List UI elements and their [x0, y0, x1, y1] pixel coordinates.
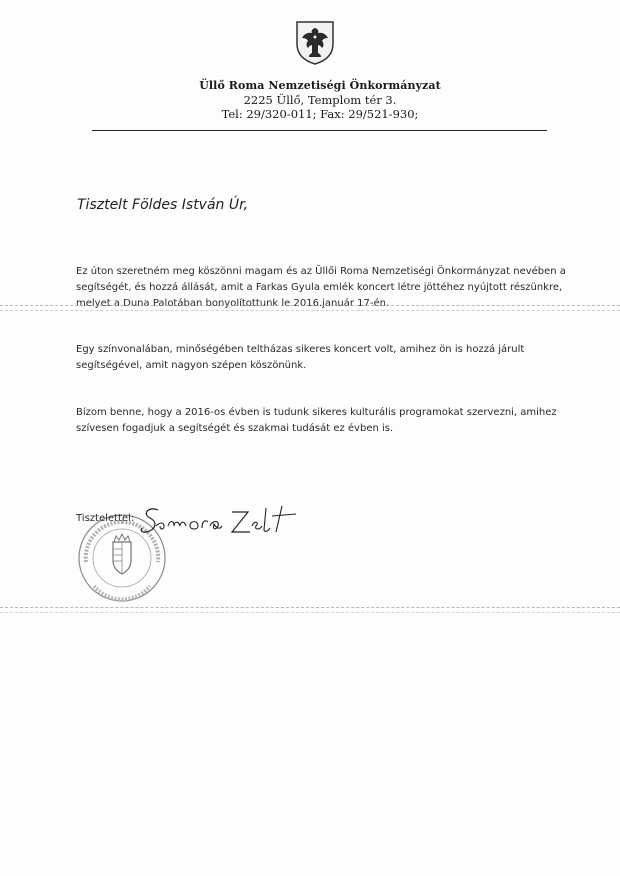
letter-salutation: Tisztelt Földes István Úr, — [77, 197, 249, 213]
paragraph-1-line: melyet a Duna Palotában bonyolítottunk le 2016.január 17-én. — [76, 298, 390, 309]
letter-closing: Tisztelettel: — [76, 513, 135, 524]
scan-artifact-line — [0, 305, 620, 306]
paragraph-2-line: Egy színvonalában, minőségében teltházas sikeres koncert volt, amihez ön is hozzá járult — [76, 344, 525, 355]
paragraph-3-line: Bízom benne, hogy a 2016-os évben is tudunk sikeres kulturális programokat szervezni, amihez — [76, 407, 557, 418]
scan-artifact-line — [0, 310, 620, 311]
paragraph-3 — [76, 405, 557, 437]
handwritten-signature — [136, 500, 316, 540]
paragraph-2-line: segítségével, amit nagyon szépen köszönünk. — [76, 360, 307, 371]
organization-name: Üllő Roma Nemzetiségi Önkormányzat — [199, 79, 441, 92]
paragraph-1-line: Ez úton szeretném meg köszönni magam és az Üllői Roma Nemzetiségi Önkormányzat nevében a — [76, 266, 566, 277]
paragraph-3-line: szívesen fogadjuk a segítségét és szakmai tudását ez évben is. — [76, 423, 394, 434]
organization-address: 2225 Üllő, Templom tér 3. — [243, 93, 397, 107]
paragraph-1-line: segítségét, és hozzá állását, amit a Farkas Gyula emlék koncert létre jöttéhez nyújtott részünkre, — [76, 282, 563, 293]
coat-of-arms-icon — [295, 20, 335, 66]
organization-contact: Tel: 29/320-011; Fax: 29/521-930; — [221, 107, 419, 121]
scan-artifact-line — [0, 612, 620, 613]
scan-artifact-line — [0, 607, 620, 608]
paragraph-2 — [76, 342, 524, 374]
header-divider — [92, 130, 547, 131]
